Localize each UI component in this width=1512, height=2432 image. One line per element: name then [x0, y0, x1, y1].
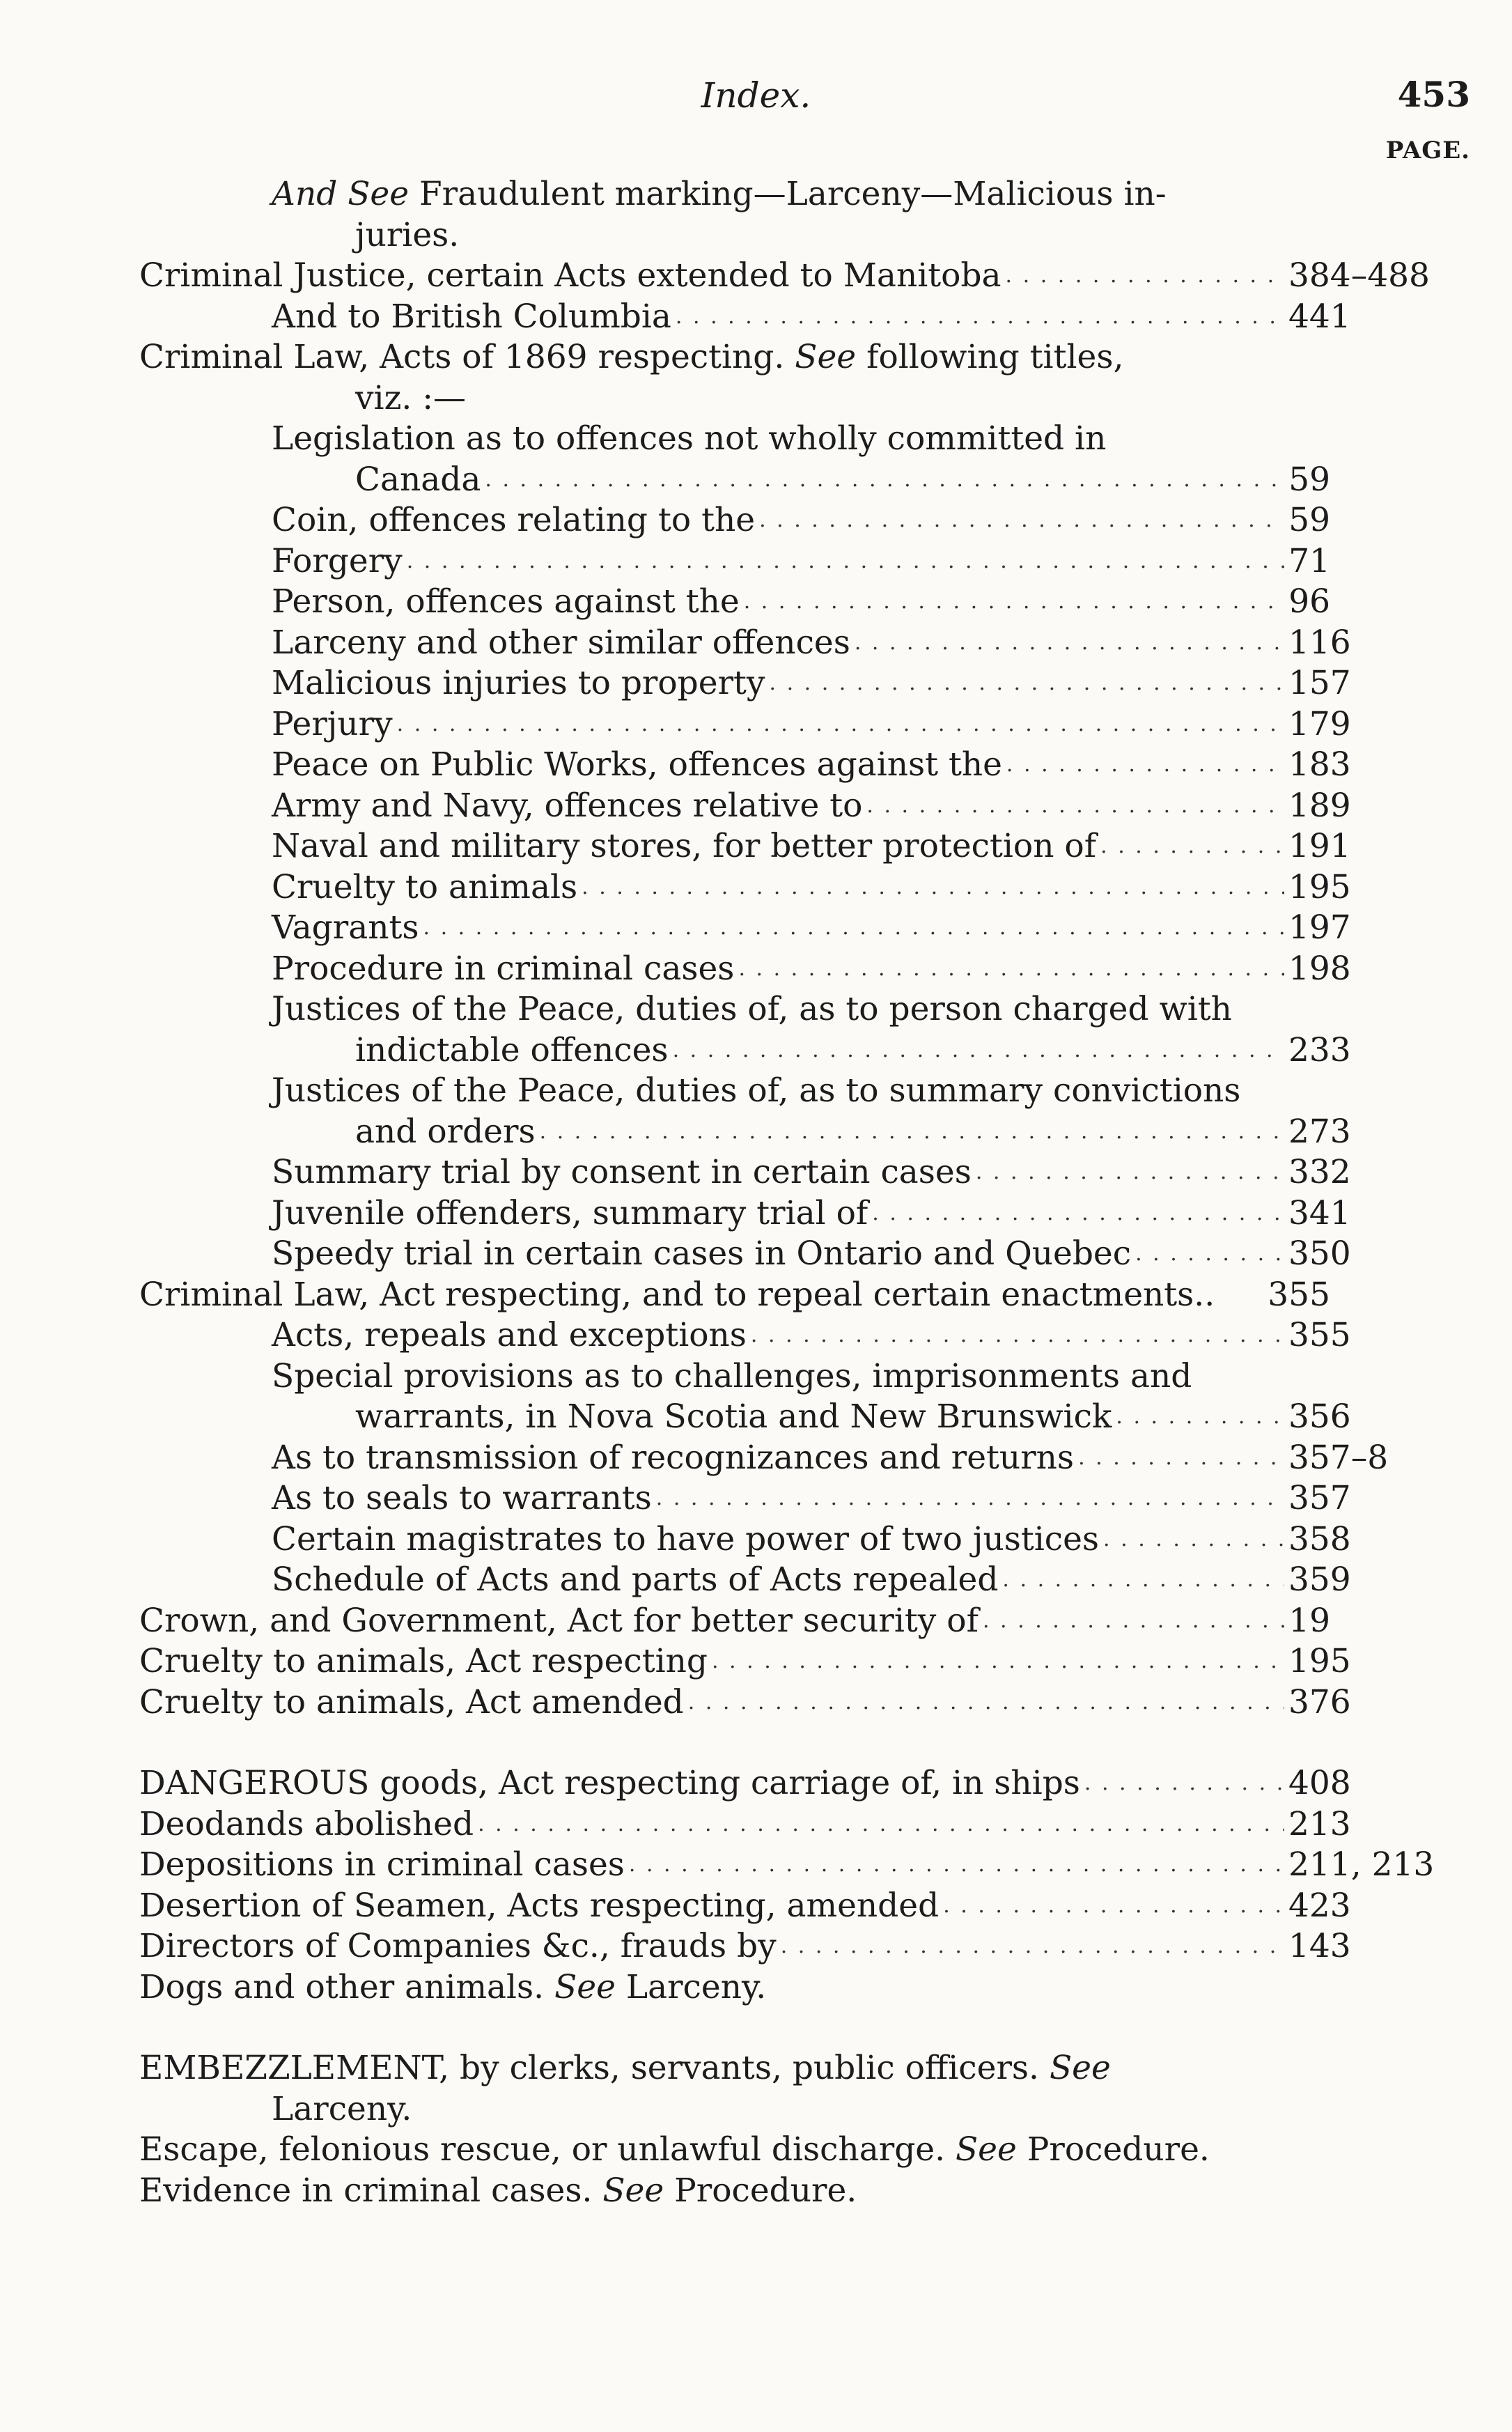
index-entry-legislation	[139, 419, 1330, 460]
entry-text	[272, 297, 671, 338]
entry-main-text: Person, offences against the	[272, 582, 740, 621]
index-entry-larceny	[139, 623, 1351, 664]
entry-text	[272, 541, 403, 582]
index-entry-justices-indictable-cont	[139, 1030, 1351, 1071]
index-entry-embezzlement	[139, 2048, 1330, 2089]
leader-dots	[1100, 826, 1284, 867]
leader-dots	[688, 1682, 1284, 1724]
page-reference: 71	[1288, 541, 1330, 580]
index-entry-viz	[139, 378, 1330, 419]
entry-main-text: Schedule of Acts and parts of Acts repealed	[272, 1560, 999, 1599]
index-entry-summary-trial	[139, 1152, 1351, 1193]
entry-main-text: Depositions in criminal cases	[139, 1845, 625, 1884]
page-reference: 384–488	[1288, 256, 1430, 295]
page-reference: 355	[1268, 1275, 1330, 1314]
entry-main-text: Peace on Public Works, offences against the	[272, 745, 1002, 784]
entry-main-text: Evidence in criminal cases.	[139, 2171, 593, 2210]
entry-text	[272, 1438, 1074, 1479]
leader-dots	[582, 867, 1284, 908]
leader-dots	[656, 1478, 1284, 1519]
index-entry-transmission	[139, 1438, 1389, 1479]
leader-dots	[1006, 256, 1284, 297]
page-reference: 273	[1288, 1112, 1351, 1151]
entry-text	[272, 867, 577, 908]
entry-text	[139, 1275, 1215, 1316]
entry-text	[272, 582, 740, 623]
entry-text	[272, 1193, 868, 1234]
leader-dots	[1078, 1438, 1284, 1479]
entry-text	[272, 419, 1106, 460]
entry-text	[139, 1682, 684, 1724]
entry-main-text: Justices of the Peace, duties of, as to summary convictions	[272, 1071, 1241, 1110]
entry-main-text: Forgery	[272, 541, 403, 580]
index-entry-army-navy	[139, 786, 1351, 827]
page-reference: 357–8	[1288, 1438, 1389, 1477]
index-entry-criminal-law-1869	[139, 337, 1330, 378]
entry-text	[355, 378, 466, 419]
index-entry-crown	[139, 1601, 1330, 1642]
entry-main-text: Canada	[355, 460, 481, 499]
entry-text	[272, 500, 755, 541]
page-reference: 408	[1288, 1764, 1351, 1802]
entry-text	[272, 704, 393, 745]
entry-main-text: Dogs and other animals.	[139, 1967, 545, 2006]
leader-dots	[1116, 1397, 1284, 1438]
index-entry-seals	[139, 1478, 1351, 1519]
index-entry-special-provisions-cont	[139, 1397, 1351, 1438]
entry-main-text: Justices of the Peace, duties of, as to person charged with	[272, 990, 1232, 1028]
page-reference: 341	[1288, 1193, 1351, 1232]
leader-dots	[759, 500, 1284, 541]
index-entries	[139, 174, 1435, 2211]
page-reference: 197	[1288, 908, 1351, 947]
entry-main-text: Naval and military stores, for better protection of	[272, 827, 1097, 865]
entry-text	[272, 174, 1167, 215]
page-reference: 350	[1288, 1234, 1351, 1273]
index-entry-dogs	[139, 1967, 1330, 2008]
entry-text	[139, 1804, 474, 1845]
entry-text	[139, 1926, 777, 1967]
leader-dots	[1135, 1234, 1284, 1275]
entry-main-text: Special provisions as to challenges, imprisonments and	[272, 1356, 1192, 1395]
page-reference: 59	[1288, 501, 1330, 539]
page-reference: 355	[1288, 1316, 1351, 1354]
index-entry-person	[139, 582, 1330, 623]
entry-text	[355, 460, 481, 501]
index-entry-cruelty-amended	[139, 1682, 1351, 1724]
page-reference: 356	[1288, 1397, 1351, 1436]
entry-main-text: warrants, in Nova Scotia and New Brunswick	[355, 1397, 1112, 1436]
leader-dots	[407, 541, 1284, 582]
entry-text	[139, 2130, 1210, 2171]
entry-text	[139, 2171, 857, 2212]
running-head-title: Index.	[701, 75, 811, 116]
index-entry-forgery	[139, 541, 1330, 582]
index-entry-malicious	[139, 663, 1351, 704]
entry-see-italic: See	[554, 1967, 616, 2006]
index-entry-peace-public-works	[139, 745, 1351, 786]
page-reference: 183	[1288, 745, 1351, 784]
entry-main-text: Cruelty to animals, Act amended	[139, 1682, 684, 1721]
index-entry-cruelty-respecting	[139, 1641, 1351, 1682]
entry-text	[355, 1397, 1112, 1438]
page-reference: 357	[1288, 1479, 1351, 1517]
index-entry-criminal-law-repeal	[139, 1275, 1330, 1316]
entry-main-text: Criminal Justice, certain Acts extended to Manitoba	[139, 256, 1001, 295]
index-entry-dangerous-goods	[139, 1763, 1351, 1804]
index-entry-desertion	[139, 1886, 1351, 1927]
index-entry-and-see-fraudulent-cont	[139, 215, 1330, 256]
leader-dots	[943, 1886, 1284, 1927]
entry-see-target: Procedure.	[1027, 2130, 1210, 2169]
entry-text	[139, 2048, 1111, 2089]
page-reference: 211, 213	[1288, 1845, 1435, 1884]
entry-text	[272, 786, 862, 827]
leader-dots	[673, 1030, 1284, 1071]
entry-main-text: and orders	[355, 1112, 536, 1151]
leader-dots	[866, 786, 1284, 827]
page-reference: 359	[1288, 1560, 1351, 1599]
leader-dots	[712, 1641, 1284, 1682]
leader-dots	[770, 663, 1285, 704]
index-entry-british-columbia	[139, 297, 1351, 338]
entry-main-text: Certain magistrates to have power of two justices	[272, 1519, 1100, 1558]
leader-dots	[397, 704, 1284, 745]
index-entry-justices-summary	[139, 1071, 1330, 1112]
index-entry-escape	[139, 2130, 1330, 2171]
index-entry-deodands	[139, 1804, 1351, 1845]
entry-text	[355, 215, 459, 256]
index-entry-directors	[139, 1926, 1351, 1967]
page-reference: 332	[1288, 1153, 1351, 1191]
index-entry-evidence	[139, 2171, 1330, 2212]
page-reference: 198	[1288, 949, 1351, 988]
leader-dots	[676, 297, 1284, 338]
index-entry-and-see-fraudulent	[139, 174, 1330, 215]
index-entry-juvenile	[139, 1193, 1351, 1234]
page-reference: 358	[1288, 1519, 1351, 1558]
page-reference: 157	[1288, 664, 1351, 702]
entry-text	[272, 1356, 1192, 1397]
page-reference: 423	[1288, 1886, 1351, 1925]
entry-text	[272, 908, 419, 949]
entry-main-text: Summary trial by consent in certain cases	[272, 1153, 972, 1191]
page-reference: 376	[1288, 1682, 1351, 1721]
entry-text	[272, 2089, 412, 2130]
leader-dots	[751, 1315, 1284, 1356]
entry-main-text: Criminal Law, Act respecting, and to repeal certain enactments..	[139, 1275, 1215, 1314]
entry-main-text: Escape, felonious rescue, or unlawful discharge.	[139, 2130, 946, 2169]
entry-text	[139, 256, 1001, 297]
entry-main-text: indictable offences	[355, 1030, 669, 1069]
leader-dots	[855, 623, 1284, 664]
leader-dots	[1006, 745, 1284, 786]
entry-main-text: Legislation as to offences not wholly committed in	[272, 419, 1107, 458]
entry-main-text: As to seals to warrants	[272, 1479, 652, 1517]
page-reference: 179	[1288, 704, 1351, 743]
entry-main-text: Cruelty to animals, Act respecting	[139, 1642, 708, 1680]
leader-dots	[976, 1152, 1284, 1193]
entry-main-text: Perjury	[272, 704, 393, 743]
leader-dots	[1103, 1519, 1284, 1560]
entry-main-text: DANGEROUS goods, Act respecting carriage of, in ships	[139, 1764, 1080, 1802]
entry-text	[272, 1071, 1240, 1112]
entry-main-text: Procedure in criminal cases	[272, 949, 735, 988]
section-gap	[139, 2008, 1330, 2048]
index-entry-vagrants	[139, 908, 1351, 949]
page-reference: 96	[1288, 582, 1330, 621]
entry-text	[272, 949, 734, 990]
index-entry-justices-summary-cont	[139, 1112, 1351, 1153]
leader-dots	[629, 1845, 1284, 1886]
entry-main-text: viz. :—	[355, 378, 467, 417]
page-column-label: PAGE.	[1385, 137, 1470, 164]
entry-text	[355, 1030, 669, 1071]
entry-text	[139, 1763, 1080, 1804]
entry-main-text: Fraudulent marking—Larceny—Malicious in-	[419, 175, 1167, 213]
page-reference: 19	[1288, 1601, 1330, 1640]
entry-main-text: EMBEZZLEMENT, by clerks, servants, public officers.	[139, 2049, 1039, 2087]
index-entry-perjury	[139, 704, 1351, 745]
entry-main-text: Deodands abolished	[139, 1804, 474, 1843]
leader-dots	[478, 1804, 1284, 1845]
entry-text	[272, 1152, 972, 1193]
entry-main-text: Cruelty to animals	[272, 867, 578, 906]
page-reference: 195	[1288, 867, 1351, 906]
entry-main-text: Malicious injuries to property	[272, 664, 765, 702]
page-number: 453	[1397, 74, 1470, 115]
entry-main-text: Juvenile offenders, summary trial of	[272, 1193, 868, 1232]
leader-dots	[738, 949, 1284, 990]
entry-text	[139, 1886, 939, 1927]
entry-see-italic: See	[795, 338, 857, 376]
page-reference: 143	[1288, 1927, 1351, 1965]
index-entry-naval-military-stores	[139, 826, 1351, 867]
leader-dots	[872, 1193, 1284, 1234]
index-entry-depositions	[139, 1845, 1435, 1886]
entry-see-target: Larceny.	[625, 1967, 767, 2006]
entry-see-italic: See	[602, 2171, 664, 2210]
leader-dots	[540, 1112, 1284, 1153]
page-reference: 441	[1288, 297, 1351, 336]
entry-text	[272, 1478, 652, 1519]
entry-main-text: Coin, offences relating to the	[272, 501, 756, 539]
entry-text	[272, 745, 1002, 786]
index-entry-speedy-trial	[139, 1234, 1351, 1275]
leader-dots	[781, 1926, 1284, 1967]
entry-main-text: Crown, and Government, Act for better security of	[139, 1601, 979, 1640]
page-reference: 233	[1288, 1030, 1351, 1069]
leader-dots	[485, 460, 1284, 501]
index-entry-schedule	[139, 1560, 1351, 1601]
entry-main-text: Vagrants	[272, 908, 419, 947]
index-entry-acts-repeals	[139, 1315, 1351, 1356]
entry-see-italic: See	[1049, 2049, 1111, 2087]
entry-text	[355, 1112, 536, 1153]
entry-text	[139, 1845, 625, 1886]
entry-text	[272, 1315, 747, 1356]
index-entry-magistrates	[139, 1519, 1351, 1560]
entry-main-text: Desertion of Seamen, Acts respecting, amended	[139, 1886, 940, 1925]
entry-text	[139, 1641, 708, 1682]
leader-dots	[1002, 1560, 1284, 1601]
leader-dots	[983, 1601, 1284, 1642]
entry-text	[272, 663, 765, 704]
leader-dots	[1084, 1763, 1284, 1804]
entry-see-target: Procedure.	[674, 2171, 857, 2210]
entry-main-text: Acts, repeals and exceptions	[272, 1316, 747, 1354]
entry-main-text: Criminal Law, Acts of 1869 respecting.	[139, 338, 785, 376]
entry-main-text: As to transmission of recognizances and returns	[272, 1438, 1075, 1477]
page-reference: 191	[1288, 827, 1351, 865]
entry-text	[272, 826, 1096, 867]
index-entry-criminal-justice-manitoba	[139, 256, 1430, 297]
entry-text	[272, 1560, 998, 1601]
page-reference: 195	[1288, 1642, 1351, 1680]
entry-text	[272, 623, 850, 664]
page-reference: 213	[1288, 1804, 1351, 1843]
entry-prefix-italic: And See	[272, 175, 410, 213]
entry-text	[139, 1967, 766, 2008]
entry-see-italic: See	[955, 2130, 1017, 2169]
leader-dots	[423, 908, 1285, 949]
index-entry-procedure	[139, 949, 1351, 990]
entry-main-text: Speedy trial in certain cases in Ontario and Quebec	[272, 1234, 1132, 1273]
entry-text	[272, 1519, 1099, 1560]
entry-text	[272, 1234, 1131, 1275]
entry-text	[139, 337, 1123, 378]
index-entry-legislation-cont	[139, 460, 1330, 501]
index-entry-justices-indictable	[139, 989, 1330, 1030]
entry-main-text: Directors of Companies &c., frauds by	[139, 1927, 777, 1965]
entry-text	[139, 1601, 979, 1642]
section-gap	[139, 1723, 1330, 1763]
entry-main-text: juries.	[355, 215, 460, 254]
page-reference: 59	[1288, 460, 1330, 499]
index-entry-coin	[139, 500, 1330, 541]
entry-main-text: Larceny.	[272, 2089, 412, 2128]
page-reference: 116	[1288, 623, 1351, 662]
page-reference: 189	[1288, 786, 1351, 825]
entry-main-text: Larceny and other similar offences	[272, 623, 850, 662]
entry-main-text: Army and Navy, offences relative to	[272, 786, 863, 825]
entry-see-target: following titles,	[866, 338, 1124, 376]
index-entry-special-provisions	[139, 1356, 1330, 1397]
index-entry-cruelty-1	[139, 867, 1351, 908]
index-entry-embezzlement-cont	[139, 2089, 1330, 2130]
entry-text	[272, 989, 1232, 1030]
entry-main-text: And to British Columbia	[272, 297, 671, 336]
leader-dots	[744, 582, 1284, 623]
